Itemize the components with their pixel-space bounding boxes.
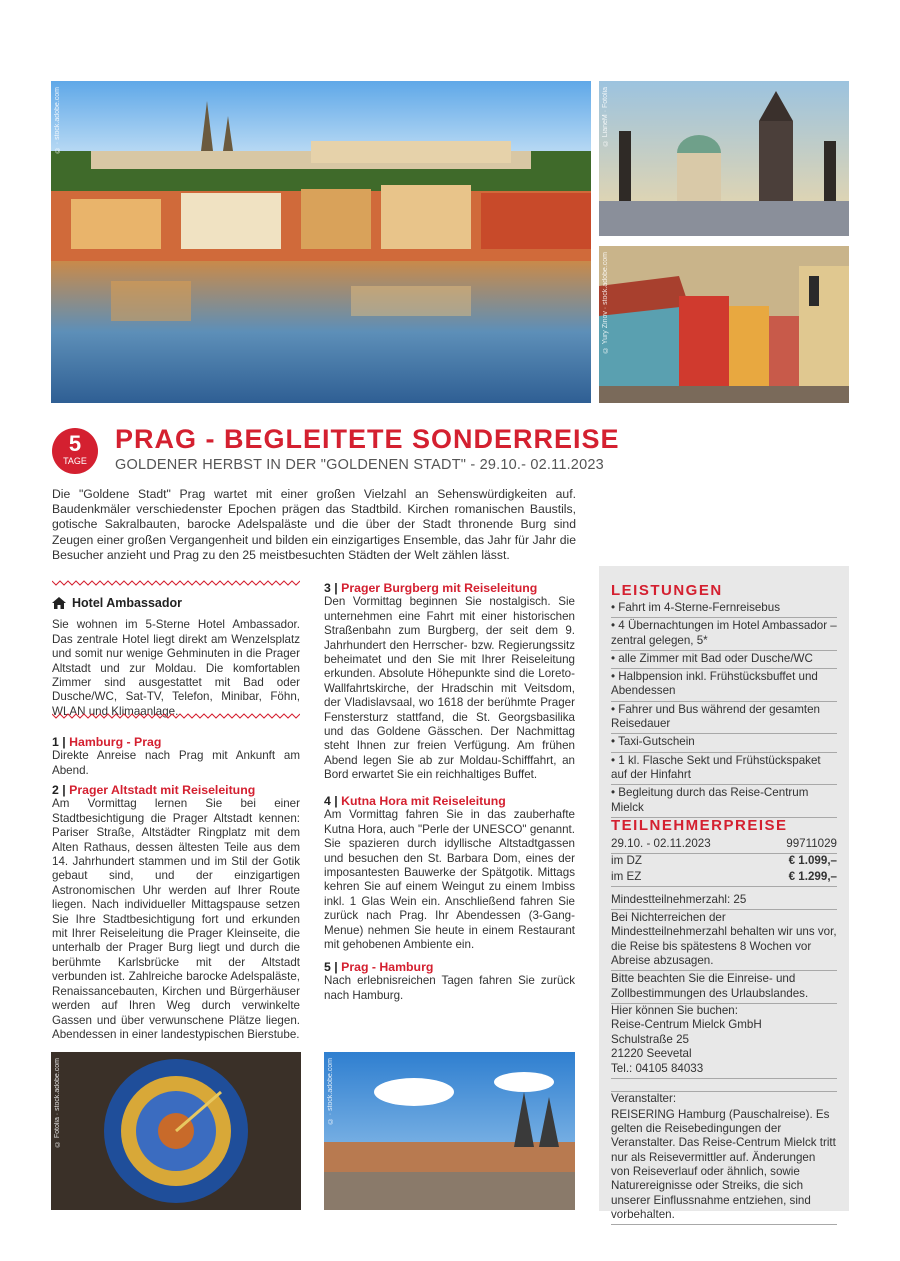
leistung-item: • Halbpension inkl. Frühstücksbuffet und Abendessen [611,669,837,702]
golden-lane-photo [599,246,849,403]
day-number: 5 | [324,960,338,974]
leistung-item: • Fahrer und Bus während der gesamten Reisedauer [611,702,837,735]
itinerary-day-2 [52,783,300,1042]
day-number: 4 | [324,794,338,808]
photo-credit: © Yury Zinov · stock.adobe.com [602,252,609,354]
day-text: Nach erlebnisreichen Tagen fahren Sie zurück nach Hamburg. [324,974,575,1002]
days-badge-number: 5 [68,431,82,456]
day-number: 1 | [52,735,66,749]
price-ez-value: € 1.299,– [788,869,837,883]
min-participants-note: Bei Nichterreichen der Mindestteilnehmerzahl behalten wir uns vor, die Reise bis spätestens 8 Wochen vor Abreise abzusagen. [611,910,837,971]
days-badge-unit: TAGE [63,456,87,466]
leistung-item: • Begleitung durch das Reise-Centrum Mielck [611,785,837,818]
day-title: Prag - Hamburg [341,960,434,974]
entry-note: Bitte beachten Sie die Einreise- und Zollbestimmungen des Urlaubslandes. [611,971,837,1004]
price-dz-label: im DZ [611,854,642,868]
intro-text: Die "Goldene Stadt" Prag wartet mit einer großen Vielzahl an Sehenswürdigkeiten auf. Baudenkmäler verschiedenster Epochen prägen das Stadtbild. Kirchen romanischen Baustils, gotische Sakralbauten, barocke Adelspaläste und die über der Stadt thronende Burg sind Zeugen einer großen Vergangenheit und bilden ein einzigartiges Ensemble, das Jahr für Jahr die Besucher anzieht und Prag zu den 25 meistbesuchten Städten der Welt zählen lässt. [52,487,576,562]
day-title: Prager Burgberg mit Reiseleitung [341,581,538,595]
itinerary-day-3 [324,581,575,783]
hotel-name: Hotel Ambassador [72,596,182,610]
day-text: Den Vormittag beginnen Sie nostalgisch. Sie unternehmen eine Fahrt mit einer historischen Straßenbahn zum Burgberg, der seit dem 9. Jahrhundert den Herrscher- bzw. Regierungssitz beheimatet und den Sie mit Ihrer Reiseleitung erkunden. Absolute Höhepunkte sind die Loreto-Wallfahrtskirche, der Hradschin mit Veitsdom, der Vladislavsaal, wo 1618 der berühmte Prager Fenstersturz stattfand, die St. Georgsbasilika und das Goldene Gässchen. Der Nachmittag steht Ihnen zur freien Verfügung. Am frühen Abend legen Sie ab zur Moldau-Schifffahrt, an Bord erwartet Sie ein reichhaltiges Buffet. [324,595,575,782]
leistung-item: • 4 Übernachtungen im Hotel Ambassador – zentral gelegen, 5* [611,618,837,651]
page-title: PRAG - BEGLEITETE SONDERREISE [115,424,620,454]
leistungen-title: LEISTUNGEN [611,582,723,599]
hotel-text: Sie wohnen im 5-Sterne Hotel Ambassador. Das zentrale Hotel liegt direkt am Wenzelsplatz und somit nur wenige Gehminuten in die Prager Altstadt und zur Moldau. Die komfortablen Zimmer sind ausgestattet mit Bad oder Dusche/WC, Sat-TV, Telefon, Minibar, Föhn, WLAN und Klimaanlage. [52,618,300,718]
house-icon [52,597,66,609]
preise-block [611,836,837,1225]
price-date-row [611,836,837,854]
zigzag-divider [52,713,300,719]
leistung-item: • Fahrt im 4-Sterne-Fernreisebus [611,600,837,618]
itinerary-day-4 [324,794,575,952]
price-ez-row [611,869,837,887]
min-participants: Mindestteilnehmerzahl: 25 [611,892,837,910]
itinerary-day-1 [52,735,300,778]
day-number: 2 | [52,783,66,797]
booking-line: Reise-Centrum Mielck GmbH [611,1018,762,1032]
charles-bridge-photo [599,81,849,236]
day-title: Hamburg - Prag [69,735,162,749]
leistung-item: • 1 kl. Flasche Sekt und Frühstückspaket auf der Hinfahrt [611,753,837,786]
photo-credit: © · stock.adobe.com [54,87,61,154]
booking-line: 21220 Seevetal [611,1046,692,1060]
leistung-item: • Taxi-Gutschein [611,734,837,752]
old-town-square-photo [324,1052,575,1210]
prague-castle-river-photo [51,81,591,403]
days-badge [52,428,98,474]
leistung-item: • alle Zimmer mit Bad oder Dusche/WC [611,651,837,669]
photo-credit: © · stock.adobe.com [327,1058,334,1125]
price-ez-label: im EZ [611,869,642,883]
astronomical-clock-photo [51,1052,301,1210]
travel-dates: 29.10. - 02.11.2023 [611,837,711,850]
booking-heading: Hier können Sie buchen: [611,1003,738,1017]
organizer-text: REISERING Hamburg (Pauschalreise). Es gelten die Reisebedingungen der Veranstalter. Das Reise-Centrum Mielck tritt nur als Reisevermittler auf. Änderungen von Reiseverlauf oder ähnlich, sowie Naturereignisse oder Streiks, die sich unserer Einflussnahme entziehen, sind vorbehalten. [611,1107,837,1225]
hotel-section [52,596,300,719]
booking-line: Tel.: 04105 84033 [611,1061,837,1079]
price-dz-value: € 1.099,– [788,854,837,868]
itinerary-day-5 [324,960,575,1003]
day-title: Prager Altstadt mit Reiseleitung [69,783,256,797]
leistungen-list [611,600,837,818]
price-dz-row [611,854,837,868]
day-number: 3 | [324,581,338,595]
day-text: Am Vormittag lernen Sie bei einer Stadtbesichtigung die Prager Altstadt kennen: Pariser Straße, Altstädter Ringplatz mit dem Alten Rathaus, dessen ältesten Teile aus dem 14. Jahrhundert stammen und im Stil der Gotik gebaut sind, und der einzigartigen Astronomischen Uhr werden auf Ihrer Route liegen. Nach individueller Mittagspause setzen Sie Ihre Stadtbesichtigung fort und erkunden mit Ihrer Reiseleitung die Prager Kleinseite, die unterhalb der Prager Burg liegt und durch die berühmte Karlsbrücke mit der Altstadt verbunden ist. Zahlreiche barocke Adelspaläste, Renaissancebauten, Kirchen und Bürgerhäuser werden auf Ihren Weg durch verwinkelte Gassen und über verwunschene Plätze liegen. Abendessen in einer landestypischen Bierstube. [52,797,300,1041]
preise-title: TEILNEHMERPREISE [611,817,788,834]
page-subtitle: GOLDENER HERBST IN DER "GOLDENEN STADT" - 29.10.- 02.11.2023 [115,457,604,473]
photo-credit: © LianeM · Fotolia [602,87,609,147]
booking-line: Schulstraße 25 [611,1032,689,1046]
travel-code: 99711029 [786,837,837,850]
day-title: Kutna Hora mit Reiseleitung [341,794,506,808]
day-text: Am Vormittag fahren Sie in das zauberhafte Kutna Hora, auch "Perle der UNESCO" genannt. Sie spazieren durch idyllische Altstadtgassen und besuchen den St. Barbara Dom, eines der imposantesten Bauwerke der Spätgotik. Mittags kehren Sie auf einem Weingut zu einem Imbiss inkl. 1 Glas Wein ein. Anschließend fahren Sie zurück nach Prag. Ihr Abendessen (3-Gang-Menue) nehmen Sie heute in einem Restaurant mit gehobenen Ambiente ein. [324,808,575,952]
photo-credit: © Fotolia · stock.adobe.com [54,1058,61,1148]
organizer-heading: Veranstalter: [611,1092,677,1106]
zigzag-divider [52,580,300,586]
hotel-heading [52,596,300,610]
day-text: Direkte Anreise nach Prag mit Ankunft am Abend. [52,749,300,777]
